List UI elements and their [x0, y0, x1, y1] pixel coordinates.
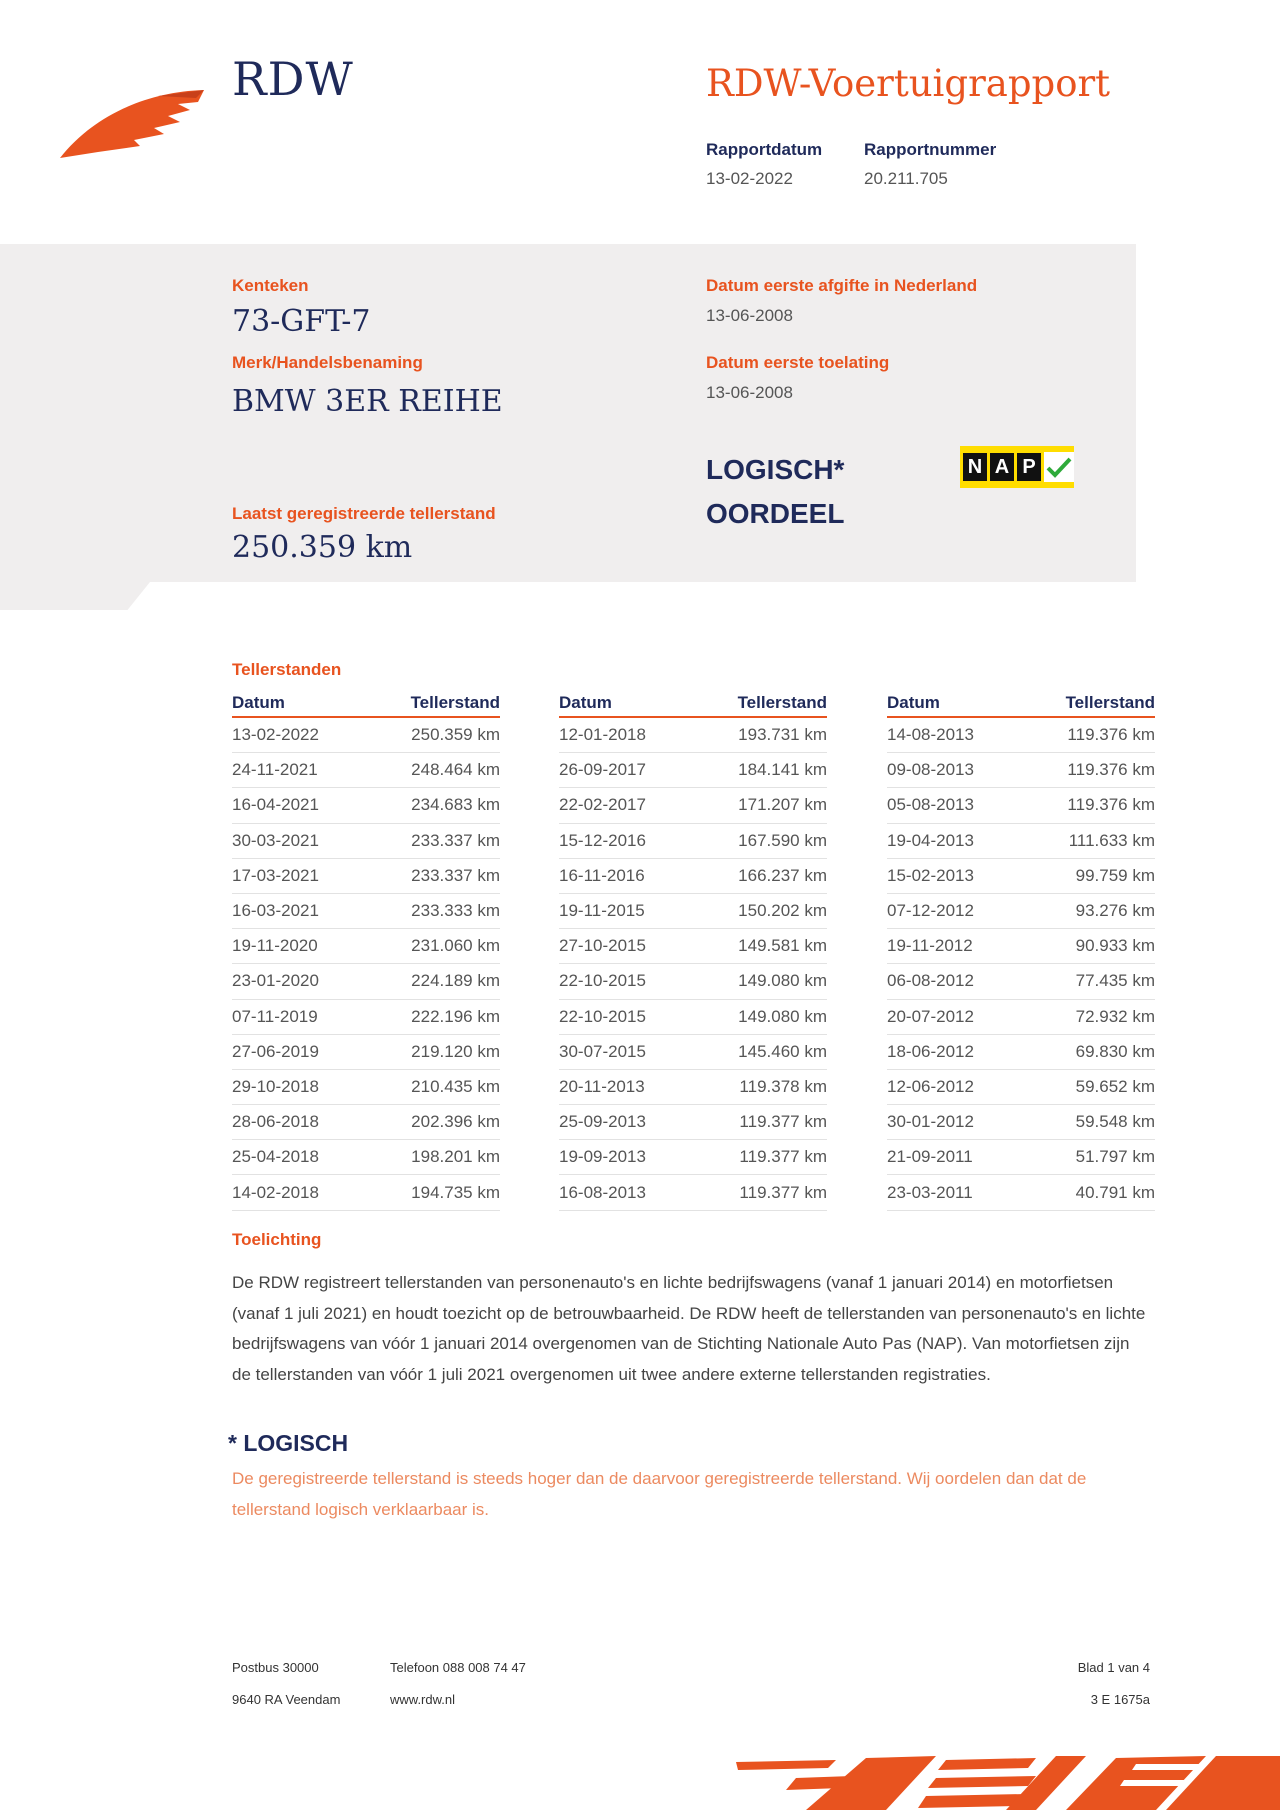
table-row [559, 858, 827, 893]
logisch-heading: * LOGISCH [228, 1430, 349, 1456]
reading-date: 06-08-2012 [887, 964, 1019, 999]
footer-phone: Telefoon 088 008 74 47 [390, 1660, 526, 1675]
reading-date: 19-11-2020 [232, 929, 364, 964]
report-title: RDW-Voertuigrapport [706, 62, 1111, 105]
reading-date: 27-06-2019 [232, 1034, 364, 1069]
reading-date: 13-02-2022 [232, 717, 364, 753]
table-row [887, 823, 1155, 858]
plate-label: Kenteken [232, 276, 309, 295]
table-row [232, 788, 500, 823]
first-nl-label: Datum eerste afgifte in Nederland [706, 276, 978, 295]
report-date-label: Rapportdatum [706, 140, 823, 159]
reading-value: 111.633 km [1019, 823, 1155, 858]
toelichting-text: De RDW registreert tellerstanden van personenauto's en lichte bedrijfswagens (vanaf 1 januari 2014) en motorfietsen (vanaf 1 juli 2021) en houdt toezicht op de betrouwbaarheid. De RDW heeft de tellerstanden van personenauto's en lichte bedrijfswagens van vóór 1 januari 2014 overgenomen van de Stichting Nationale Auto Pas (NAP). Van motorfietsen zijn de tellerstanden van vóór 1 juli 2021 overgenomen uit twee andere externe tellerstanden registraties. [232, 1273, 1146, 1384]
footer-stripes-decoration [736, 1756, 1280, 1810]
reading-value: 224.189 km [364, 964, 500, 999]
rdw-feather-logo [58, 82, 208, 162]
reading-date: 27-10-2015 [559, 929, 691, 964]
table-row [559, 999, 827, 1034]
reading-date: 21-09-2011 [887, 1140, 1019, 1175]
reading-value: 233.337 km [364, 858, 500, 893]
table-row [559, 788, 827, 823]
table-row [887, 964, 1155, 999]
reading-date: 19-09-2013 [559, 1140, 691, 1175]
reading-date: 15-12-2016 [559, 823, 691, 858]
first-nl-value: 13-06-2008 [706, 306, 793, 325]
table-row [559, 893, 827, 928]
reading-date: 14-02-2018 [232, 1175, 364, 1210]
reading-value: 184.141 km [691, 753, 827, 788]
odometer-value: 250.359 km [232, 530, 413, 565]
report-number: 20.211.705 [864, 169, 948, 188]
panel-notch [0, 582, 150, 610]
reading-value: 99.759 km [1019, 858, 1155, 893]
footer-page-number: Blad 1 van 4 [1077, 1660, 1150, 1675]
reading-value: 166.237 km [691, 858, 827, 893]
reading-value: 248.464 km [364, 753, 500, 788]
table-row [887, 1175, 1155, 1210]
reading-date: 12-06-2012 [887, 1069, 1019, 1104]
reading-date: 25-09-2013 [559, 1105, 691, 1140]
nap-letter-a: A [990, 453, 1014, 481]
reading-date: 22-10-2015 [559, 999, 691, 1034]
report-date: 13-02-2022 [706, 169, 793, 188]
reading-value: 90.933 km [1019, 929, 1155, 964]
reading-value: 119.377 km [691, 1140, 827, 1175]
first-admission-value: 13-06-2008 [706, 383, 793, 402]
footer-website[interactable]: www.rdw.nl [390, 1692, 456, 1707]
tellerstanden-heading: Tellerstanden [232, 660, 342, 679]
reading-value: 234.683 km [364, 788, 500, 823]
reading-date: 19-04-2013 [887, 823, 1019, 858]
table-row [232, 1069, 500, 1104]
reading-value: 150.202 km [691, 893, 827, 928]
verdict-line2: OORDEEL [706, 498, 845, 529]
reading-date: 22-10-2015 [559, 964, 691, 999]
table-row [232, 964, 500, 999]
footer-document-code: 3 E 1675a [1090, 1692, 1150, 1707]
footer-postbus: Postbus 30000 [232, 1660, 319, 1675]
reading-value: 119.376 km [1019, 788, 1155, 823]
reading-value: 171.207 km [691, 788, 827, 823]
table-row [887, 1140, 1155, 1175]
odometer-table-1 [232, 690, 500, 1211]
reading-value: 202.396 km [364, 1105, 500, 1140]
table-row [559, 823, 827, 858]
reading-value: 198.201 km [364, 1140, 500, 1175]
nap-badge [960, 446, 1074, 488]
reading-date: 23-03-2011 [887, 1175, 1019, 1210]
reading-date: 16-08-2013 [559, 1175, 691, 1210]
reading-value: 149.080 km [691, 999, 827, 1034]
reading-date: 22-02-2017 [559, 788, 691, 823]
column-header-date: Datum [559, 690, 691, 717]
make-label: Merk/Handelsbenaming [232, 353, 423, 372]
table-row [232, 753, 500, 788]
reading-value: 77.435 km [1019, 964, 1155, 999]
table-row [887, 858, 1155, 893]
table-row [559, 929, 827, 964]
reading-value: 72.932 km [1019, 999, 1155, 1034]
first-admission-label: Datum eerste toelating [706, 353, 890, 372]
table-row [232, 999, 500, 1034]
odometer-label: Laatst geregistreerde tellerstand [232, 504, 496, 523]
reading-date: 17-03-2021 [232, 858, 364, 893]
reading-date: 29-10-2018 [232, 1069, 364, 1104]
reading-value: 59.652 km [1019, 1069, 1155, 1104]
table-row [887, 929, 1155, 964]
table-row [887, 753, 1155, 788]
reading-date: 26-09-2017 [559, 753, 691, 788]
table-row [559, 1034, 827, 1069]
reading-value: 119.377 km [691, 1105, 827, 1140]
table-row [232, 717, 500, 753]
column-header-date: Datum [232, 690, 364, 717]
reading-date: 30-07-2015 [559, 1034, 691, 1069]
reading-value: 145.460 km [691, 1034, 827, 1069]
reading-value: 233.337 km [364, 823, 500, 858]
reading-date: 16-04-2021 [232, 788, 364, 823]
footer-address: 9640 RA Veendam [232, 1692, 341, 1707]
table-row [887, 1069, 1155, 1104]
table-row [887, 1105, 1155, 1140]
reading-date: 16-03-2021 [232, 893, 364, 928]
reading-value: 250.359 km [364, 717, 500, 753]
table-row [887, 999, 1155, 1034]
table-row [559, 964, 827, 999]
check-icon [1044, 452, 1074, 482]
reading-date: 19-11-2012 [887, 929, 1019, 964]
reading-value: 59.548 km [1019, 1105, 1155, 1140]
reading-value: 222.196 km [364, 999, 500, 1034]
nap-letter-p: P [1017, 453, 1041, 481]
table-row [232, 1140, 500, 1175]
reading-value: 231.060 km [364, 929, 500, 964]
toelichting-heading: Toelichting [232, 1230, 322, 1249]
reading-value: 93.276 km [1019, 893, 1155, 928]
verdict-line1: LOGISCH* [706, 454, 845, 485]
column-header-date: Datum [887, 690, 1019, 717]
reading-date: 07-12-2012 [887, 893, 1019, 928]
reading-value: 167.590 km [691, 823, 827, 858]
reading-date: 20-11-2013 [559, 1069, 691, 1104]
reading-value: 149.080 km [691, 964, 827, 999]
reading-value: 149.581 km [691, 929, 827, 964]
make-value: BMW 3ER REIHE [232, 384, 503, 419]
reading-value: 219.120 km [364, 1034, 500, 1069]
table-header-row [887, 690, 1155, 717]
odometer-table-3 [887, 690, 1155, 1211]
reading-date: 15-02-2013 [887, 858, 1019, 893]
reading-value: 119.377 km [691, 1175, 827, 1210]
reading-date: 28-06-2018 [232, 1105, 364, 1140]
table-row [887, 1034, 1155, 1069]
table-row [232, 929, 500, 964]
logisch-text: De geregistreerde tellerstand is steeds hoger dan de daarvoor geregistreerde tellerstand. Wij oordelen dan dat de tellerstand logisch verklaarbaar is. [232, 1469, 1087, 1519]
brand-name: RDW [232, 52, 354, 106]
reading-date: 20-07-2012 [887, 999, 1019, 1034]
table-row [232, 893, 500, 928]
reading-date: 25-04-2018 [232, 1140, 364, 1175]
reading-date: 18-06-2012 [887, 1034, 1019, 1069]
reading-value: 194.735 km [364, 1175, 500, 1210]
reading-date: 07-11-2019 [232, 999, 364, 1034]
reading-date: 30-01-2012 [887, 1105, 1019, 1140]
table-row [887, 788, 1155, 823]
table-row [232, 1034, 500, 1069]
table-row [559, 1105, 827, 1140]
odometer-table-2 [559, 690, 827, 1211]
table-row [559, 1140, 827, 1175]
column-header-reading: Tellerstand [364, 690, 500, 717]
reading-date: 16-11-2016 [559, 858, 691, 893]
reading-date: 30-03-2021 [232, 823, 364, 858]
table-row [559, 1175, 827, 1210]
table-header-row [559, 690, 827, 717]
table-row [559, 1069, 827, 1104]
reading-value: 40.791 km [1019, 1175, 1155, 1210]
reading-value: 119.378 km [691, 1069, 827, 1104]
table-row [559, 753, 827, 788]
reading-value: 210.435 km [364, 1069, 500, 1104]
reading-date: 23-01-2020 [232, 964, 364, 999]
reading-value: 51.797 km [1019, 1140, 1155, 1175]
table-header-row [232, 690, 500, 717]
table-row [232, 1175, 500, 1210]
reading-date: 12-01-2018 [559, 717, 691, 753]
column-header-reading: Tellerstand [1019, 690, 1155, 717]
reading-date: 24-11-2021 [232, 753, 364, 788]
nap-letter-n: N [963, 453, 987, 481]
reading-date: 09-08-2013 [887, 753, 1019, 788]
reading-value: 193.731 km [691, 717, 827, 753]
report-number-label: Rapportnummer [864, 140, 997, 159]
reading-date: 14-08-2013 [887, 717, 1019, 753]
table-row [887, 717, 1155, 753]
reading-date: 19-11-2015 [559, 893, 691, 928]
reading-value: 119.376 km [1019, 753, 1155, 788]
table-row [232, 858, 500, 893]
reading-value: 233.333 km [364, 893, 500, 928]
reading-date: 05-08-2013 [887, 788, 1019, 823]
reading-value: 69.830 km [1019, 1034, 1155, 1069]
table-row [559, 717, 827, 753]
plate-value: 73-GFT-7 [232, 304, 371, 339]
column-header-reading: Tellerstand [691, 690, 827, 717]
table-row [232, 1105, 500, 1140]
table-row [887, 893, 1155, 928]
reading-value: 119.376 km [1019, 717, 1155, 753]
table-row [232, 823, 500, 858]
